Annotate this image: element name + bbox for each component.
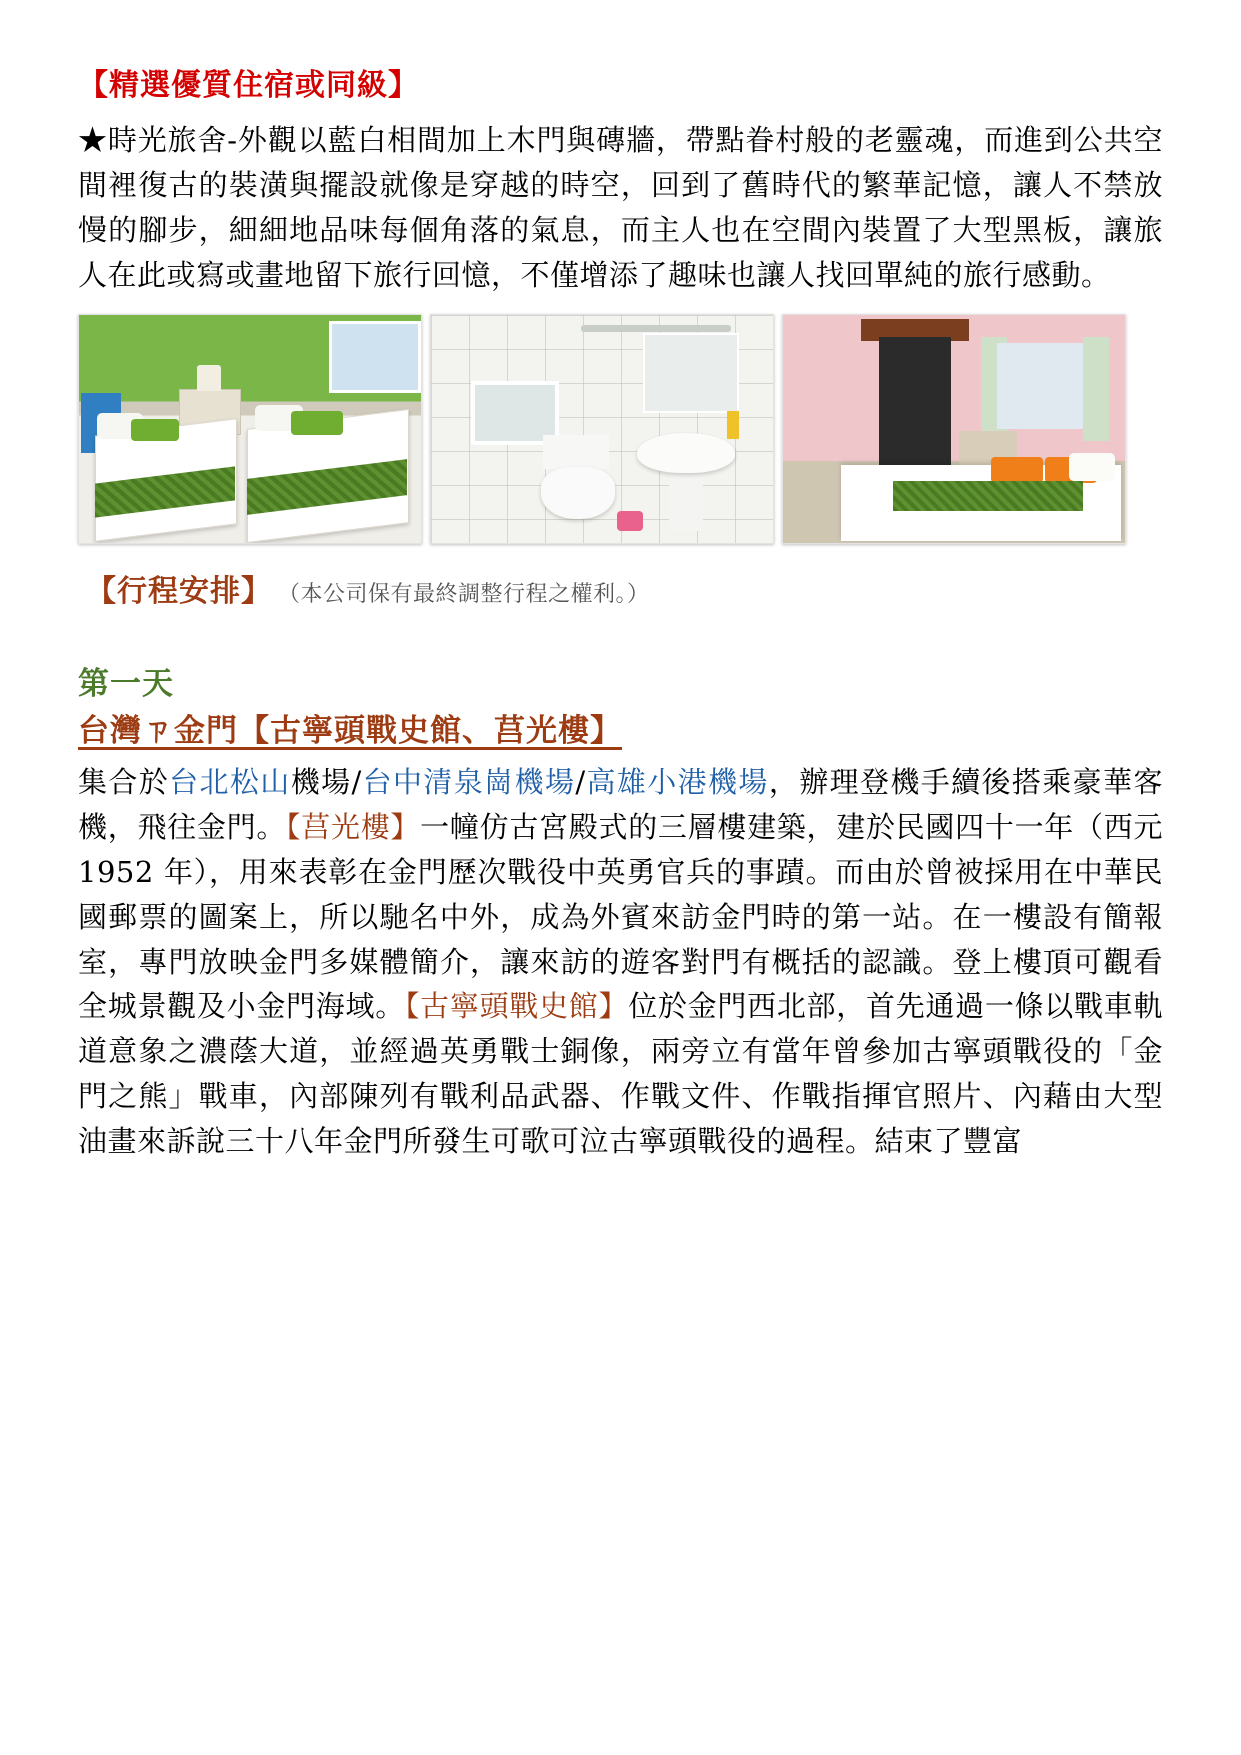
lodging-section-heading: 【精選優質住宿或同級】 bbox=[78, 68, 419, 103]
photo2-toilet-tank-shape bbox=[543, 435, 609, 469]
photo-pink-bedroom bbox=[782, 314, 1126, 544]
day-1-seg-3: 台中清泉崗機場 bbox=[361, 764, 576, 799]
day-1-seg-6: ，辦理登機手續後搭乘豪華客機，飛往金門。 bbox=[78, 764, 1163, 844]
photo2-sink-shape bbox=[637, 433, 735, 473]
day-1-label: 第一天 bbox=[78, 665, 174, 702]
photo3-orange-pillow-left bbox=[991, 457, 1043, 483]
photo3-bed-runner bbox=[893, 481, 1083, 511]
day-1-seg-1: 台北松山 bbox=[169, 764, 291, 799]
day-1-seg-9: 【古寧頭戰史館】 bbox=[404, 989, 629, 1024]
photo3-window-shape bbox=[997, 343, 1089, 429]
day-1-route-title: 台灣ㄗ金門【古寧頭戰史館、莒光樓】 bbox=[78, 712, 622, 749]
day-1-seg-4: / bbox=[575, 764, 586, 799]
page-content bbox=[78, 68, 1163, 1164]
day-1-seg-8: 一幢仿古宮殿式的三層樓建築，建於民國四十一年（西元 1952 年），用來表彰在金門歷次戰役中英勇官兵的事蹟。而由於曾被採用在中華民國郵票的圖案上，所以馳名中外，成為外賓來訪金門時的第一站。在一樓設有簡報室，專門放映金門多媒體簡介，讓來訪的遊客對門有概括的認識。登上樓頂可觀看全城景觀及小金門海域。 bbox=[78, 809, 1163, 1024]
day-1-seg-2: 機場/ bbox=[290, 764, 362, 799]
day-1-seg-7: 【莒光樓】 bbox=[286, 809, 421, 844]
day-1-body bbox=[78, 760, 1163, 1164]
photo1-green-pillow-left bbox=[131, 419, 179, 441]
day-1-seg-0: 集合於 bbox=[78, 764, 170, 799]
lodging-paragraph: ★時光旅舍-外觀以藍白相間加上木門與磚牆，帶點眷村般的老靈魂，而進到公共空間裡復古的裝潢與擺設就像是穿越的時空，回到了舊時代的繁華記憶，讓人不禁放慢的腳步，細細地品味每個角落的氣息，而主人也在空間內裝置了大型黑板，讓旅人在此或寫或畫地留下旅行回憶，不僅增添了趣味也讓人找回單純的旅行感動。 bbox=[78, 123, 1163, 292]
photo2-bottle-shape bbox=[727, 411, 739, 439]
photo2-toilet-shape bbox=[541, 467, 615, 519]
photo2-towel-rail-shape bbox=[581, 325, 731, 332]
photo3-white-pillow bbox=[1069, 453, 1115, 481]
photo1-green-pillow-right bbox=[291, 411, 343, 435]
day-1-seg-10: 位於金門西北部，首先通過一條以戰車軌道意象之濃蔭大道，並經過英勇戰士銅像，兩旁立有當年曾參加古寧頭戰役的「金門之熊」戰車，內部陳列有戰利品武器、作戰文件、作戰指揮官照片、內藉由大型油畫來訴說三十八年金門所發生可歌可泣古寧頭戰役的過程。結束了豐富 bbox=[78, 989, 1163, 1159]
photo1-window-shape bbox=[329, 321, 421, 393]
photo-bathroom bbox=[430, 314, 774, 544]
day-1-seg-5: 高雄小港機場 bbox=[585, 764, 769, 799]
photo1-lamp-shape bbox=[197, 365, 221, 391]
itinerary-heading-row bbox=[78, 574, 1163, 610]
photo3-curtain-right bbox=[1083, 337, 1109, 441]
itinerary-day-1 bbox=[78, 658, 1163, 1164]
photo2-sink-pedestal-shape bbox=[669, 465, 703, 531]
itinerary-section-heading: 【行程安排】 bbox=[86, 573, 272, 609]
lodging-photo-strip bbox=[78, 314, 1163, 544]
photo2-mirror-shape bbox=[643, 333, 739, 413]
photo-twin-bedroom bbox=[78, 314, 422, 544]
photo2-waste-bin-shape bbox=[617, 511, 643, 531]
itinerary-disclaimer-note: （本公司保有最終調整行程之權利。） bbox=[278, 581, 650, 607]
